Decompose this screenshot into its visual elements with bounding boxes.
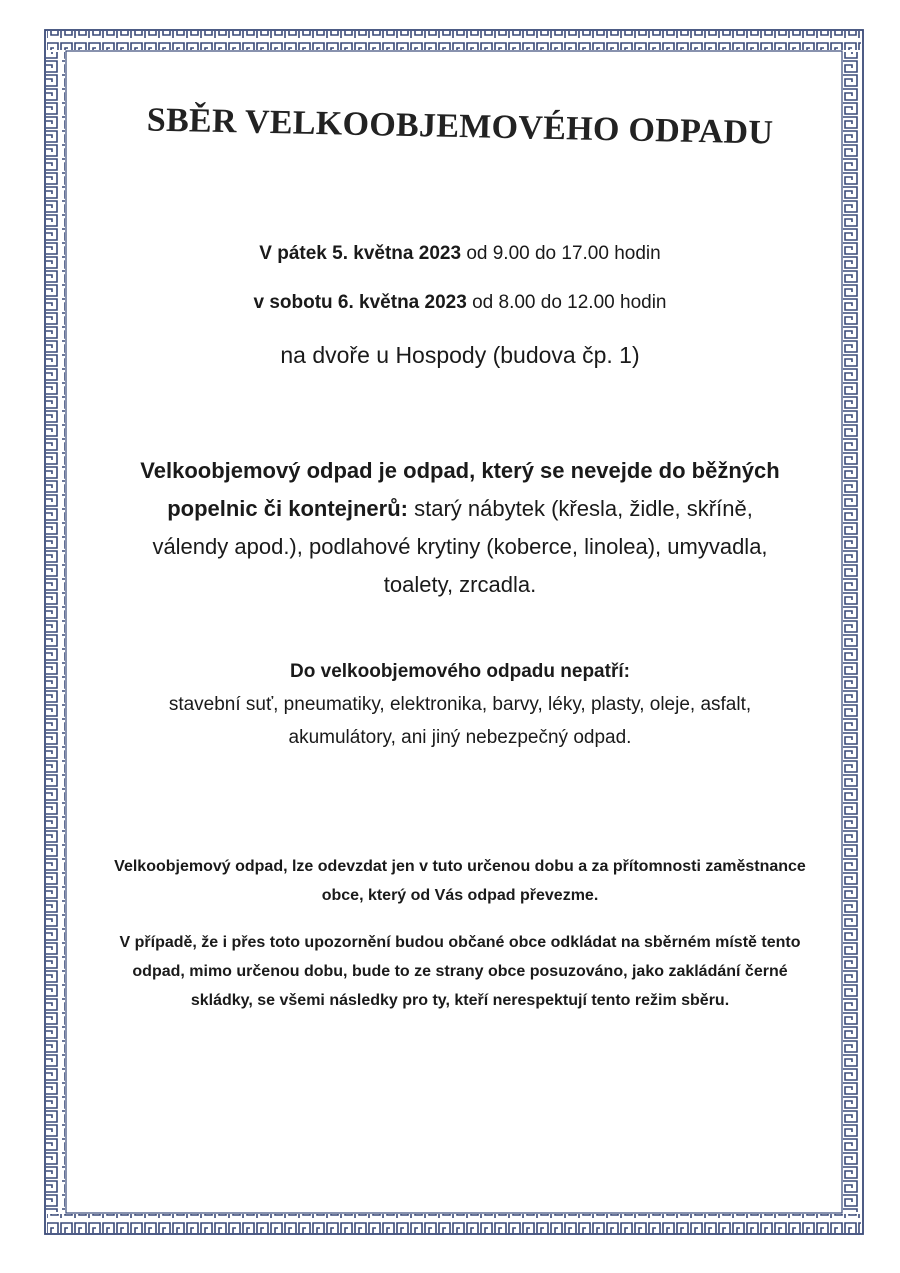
schedule-date: V pátek 5. května 2023 [259, 243, 462, 264]
exclusions-heading: Do velkoobjemového odpadu nepatří: [290, 661, 630, 682]
schedule-time: od 8.00 do 12.00 hodin [472, 292, 667, 313]
schedule-line-saturday [70, 292, 850, 314]
schedule-time: od 9.00 do 17.00 hodin [466, 243, 661, 264]
exclusions-items: stavební suť, pneumatiky, elektronika, barvy, léky, plasty, oleje, asfalt, akumulátory, ani jiný nebezpečný odpad. [168, 694, 752, 748]
page-title: SBĚR VELKOOBJEMOVÉHO ODPADU [146, 101, 774, 152]
collection-location: na dvoře u Hospody (budova čp. 1) [280, 342, 640, 368]
notice-paragraph: V případě, že i přes toto upozornění budou občané obce odkládat na sběrném místě tento odpad, mimo určenou dobu, bude to ze strany obce posuzováno, jako zakládání černé skládky, se všemi následky pro ty, kteří nerespektují tento režim sběru. [119, 934, 801, 1009]
description-examples: starý nábytek (křesla, židle, skříně, válendy apod.), podlahové krytiny (koberce, linolea), umyvadla, toalety, zrcadla. [152, 496, 768, 597]
schedule-date: v sobotu 6. května 2023 [253, 292, 467, 313]
notice-paragraph: Velkoobjemový odpad, lze odevzdat jen v tuto určenou dobu a za přítomnosti zaměstnance obce, který od Vás odpad převezme. [114, 858, 806, 904]
schedule-line-friday [70, 243, 850, 265]
waste-description [135, 452, 785, 604]
description-intro: Velkoobjemový odpad je odpad, který se nevejde do běžných popelnic či kontejnerů: [140, 458, 780, 521]
exclusions-block [70, 655, 850, 754]
